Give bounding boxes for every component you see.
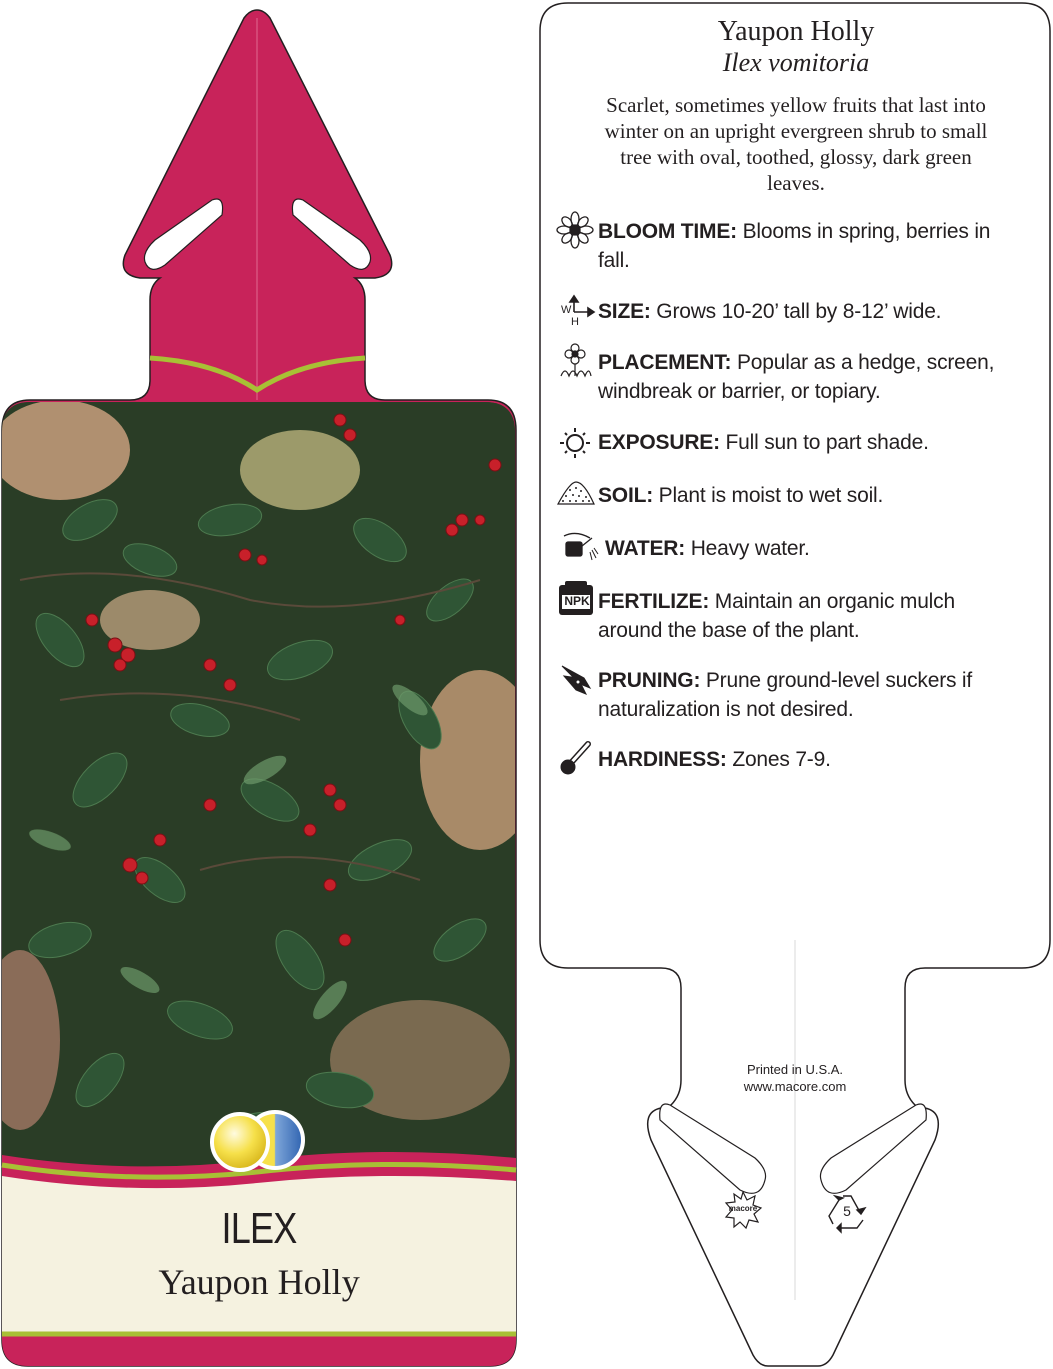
attribute-text: Popular as a hedge, screen, <box>731 351 995 374</box>
attribute-text: Prune ground-level suckers if <box>700 669 973 692</box>
attribute-text: around the base of the plant. <box>598 619 860 642</box>
attribute-label: HARDINESS: <box>598 748 727 771</box>
attribute-hardiness <box>598 745 1028 774</box>
printed-in: Printed in U.S.A. <box>746 1062 844 1077</box>
description-line: Scarlet, sometimes yellow fruits that last into <box>606 93 986 117</box>
back-common-name: Yaupon Holly <box>717 16 875 47</box>
attribute-water <box>605 534 1035 563</box>
attribute-text: Maintain an organic mulch <box>709 590 955 613</box>
description-line: winter on an upright evergreen shrub to small <box>604 119 988 143</box>
recycle-number: 5 <box>843 1203 851 1219</box>
attribute-label: SIZE: <box>598 300 651 323</box>
attribute-label: SOIL: <box>598 484 653 507</box>
attribute-pruning <box>598 666 1028 724</box>
attribute-text: naturalization is not desired. <box>598 698 854 721</box>
attribute-label: WATER: <box>605 537 686 560</box>
size-h-letter: H <box>571 316 579 328</box>
size-w-letter: W <box>561 304 572 316</box>
attribute-text: Zones 7-9. <box>726 748 831 771</box>
attribute-fertilize <box>598 587 1028 645</box>
attribute-label: BLOOM TIME: <box>598 220 737 243</box>
attribute-text: Grows 10-20’ tall by 8-12’ wide. <box>650 300 942 323</box>
description-line: tree with oval, toothed, glossy, dark green <box>620 145 972 169</box>
front-common-name: Yaupon Holly <box>158 1262 360 1302</box>
attribute-label: EXPOSURE: <box>598 431 720 454</box>
back-botanical-name: Ilex vomitoria <box>722 48 870 77</box>
npk-label: NPK <box>564 594 590 608</box>
attribute-label: PRUNING: <box>598 669 701 692</box>
attribute-label: FERTILIZE: <box>598 590 710 613</box>
description-line: leaves. <box>767 171 825 195</box>
attribute-bloom-time <box>598 217 1028 275</box>
website: www.macore.com <box>743 1079 847 1094</box>
attribute-exposure <box>598 428 1028 457</box>
attribute-text: Heavy water. <box>685 537 810 560</box>
front-genus: ILEX <box>221 1204 297 1253</box>
attribute-text: fall. <box>598 249 630 272</box>
attribute-text: Blooms in spring, berries in <box>736 220 991 243</box>
attribute-text: windbreak or barrier, or topiary. <box>598 380 881 403</box>
attribute-size <box>598 297 1028 326</box>
attribute-placement <box>598 348 1028 406</box>
attribute-soil <box>598 481 1028 510</box>
attribute-label: PLACEMENT: <box>598 351 732 374</box>
back-description <box>555 92 1037 196</box>
attribute-text: Plant is moist to wet soil. <box>653 484 884 507</box>
attribute-text: Full sun to part shade. <box>719 431 929 454</box>
macore-logo-text: macore <box>728 1204 758 1213</box>
